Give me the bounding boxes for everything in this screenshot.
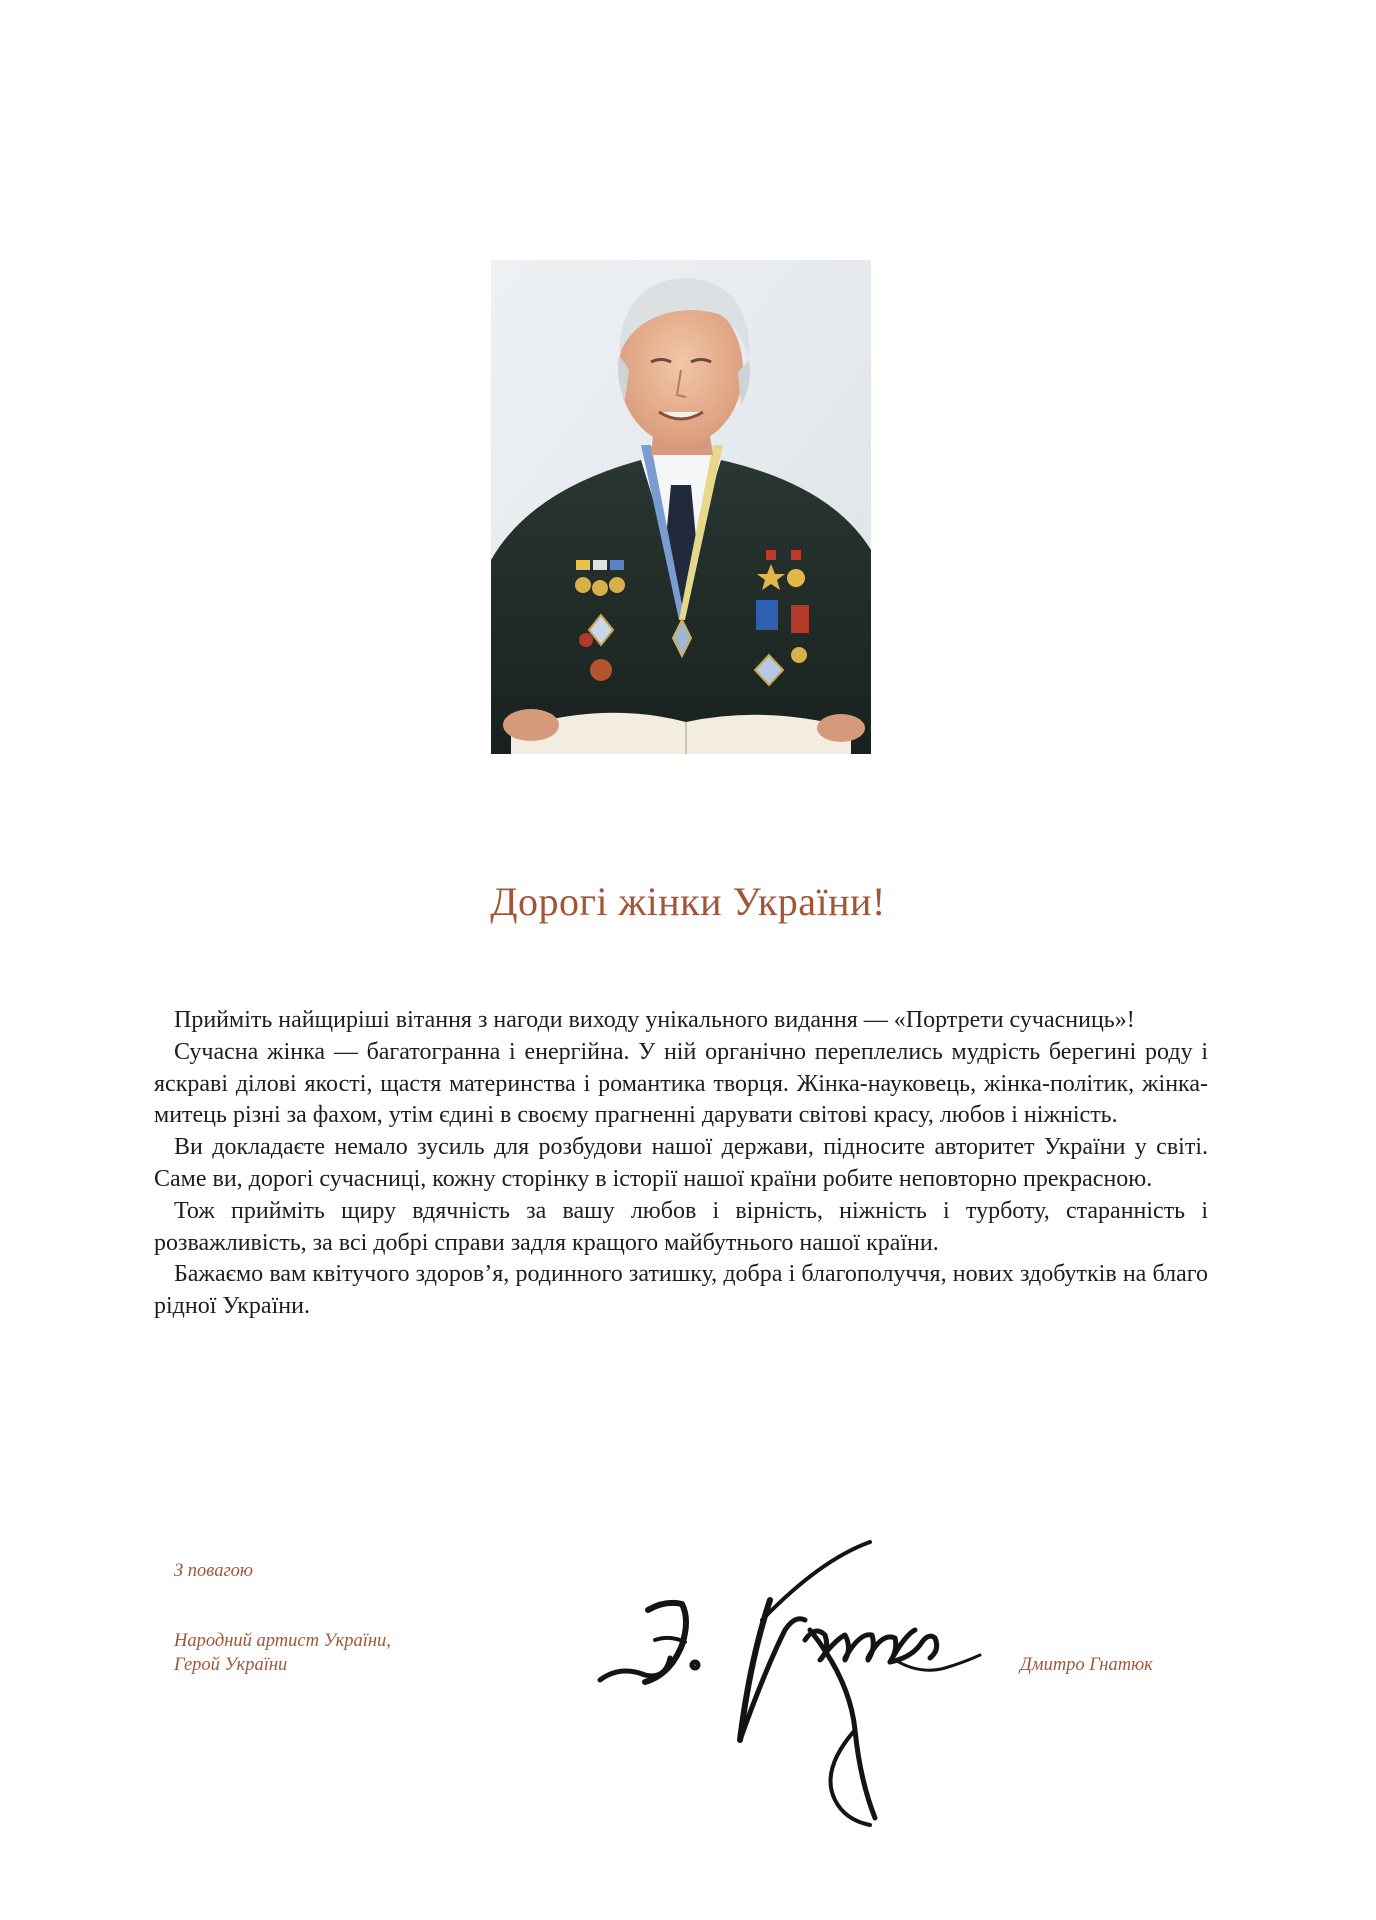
letter-paragraph: Прийміть найщиріші вітання з нагоди виходу унікального видання — «Портрети сучасниць»! (174, 1007, 1135, 1033)
signer-title-line: Народний артист України, (174, 1631, 391, 1651)
letter-paragraph: Тож прийміть щиру вдячність за вашу любов і вірність, ніжність і турботу, старанність і розважливість, за всі добрі справи задля кращого майбутнього нашої країни. (154, 1197, 1208, 1256)
letter-paragraph: Сучасна жінка — багатогранна і енергійна. У ній органічно переплелись мудрість берегині роду і яскраві ділові якості, щастя материнства і романтика творця. Жінка-науковець, жінка-політик, жінка-митець різні за фахом, утім єдині в своєму прагненні дарувати світові красу, любов і ніжність. (154, 1038, 1208, 1129)
letter-paragraph: Ви докладаєте немало зусиль для розбудови нашої держави, підносите авторитет України у світі. Саме ви, дорогі сучасниці, кожну сторінку в історії нашої країни робите неповторно прекрасною. (154, 1134, 1208, 1192)
handwritten-signature-icon (590, 1540, 990, 1830)
letter-title: Дорогі жінки України! (490, 879, 886, 924)
signer-name: Дмитро Гнатюк (1020, 1655, 1153, 1675)
portrait-illustration (491, 260, 871, 754)
signer-title-line: Герой України (174, 1655, 288, 1675)
signer-titles (174, 1629, 391, 1677)
letter-body (154, 1005, 1208, 1323)
closing-greeting: З повагою (174, 1561, 253, 1581)
letter-paragraph: Бажаємо вам квітучого здоров’я, родинного затишку, добра і благополуччя, нових здобутків на благо рідної України. (154, 1261, 1208, 1320)
portrait-photo (491, 260, 871, 754)
